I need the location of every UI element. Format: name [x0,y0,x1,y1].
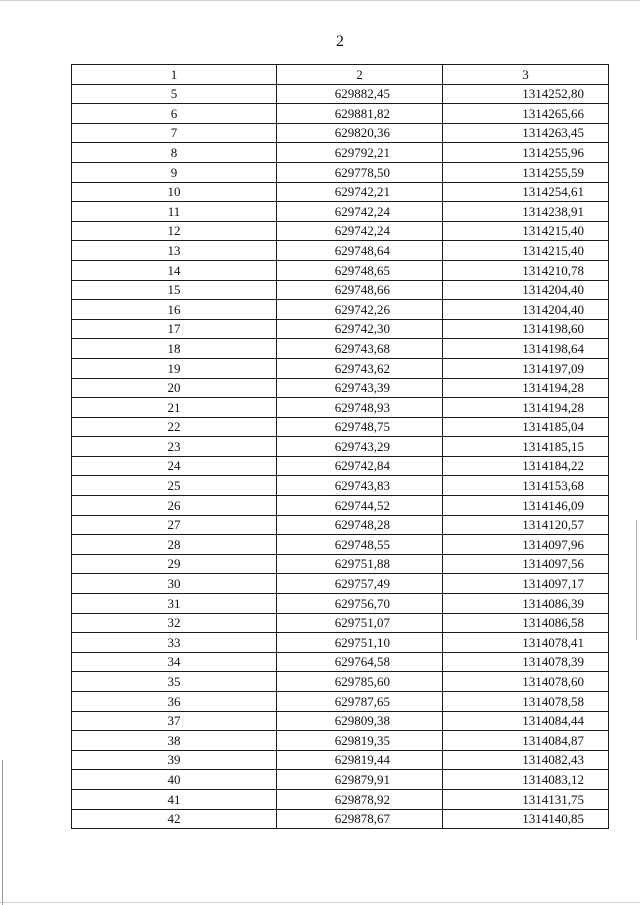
y-coordinate-cell: 1314086,58 [443,613,609,633]
x-coordinate-cell: 629742,24 [277,221,443,241]
point-number-cell: 22 [72,417,277,437]
table-row [72,123,609,143]
x-coordinate-cell: 629742,24 [277,202,443,222]
point-number-cell: 14 [72,260,277,280]
x-coordinate-cell: 629742,84 [277,456,443,476]
table-row [72,652,609,672]
y-coordinate-cell: 1314097,17 [443,574,609,594]
point-number-cell: 11 [72,202,277,222]
column-header-2: 2 [277,65,443,85]
x-coordinate-cell: 629778,50 [277,162,443,182]
y-coordinate-cell: 1314146,09 [443,496,609,516]
table-row [72,633,609,653]
x-coordinate-cell: 629757,49 [277,574,443,594]
point-number-cell: 29 [72,554,277,574]
x-coordinate-cell: 629748,93 [277,398,443,418]
table-row [72,280,609,300]
table-row [72,554,609,574]
table-row [72,398,609,418]
point-number-cell: 26 [72,496,277,516]
table-row [72,319,609,339]
point-number-cell: 40 [72,770,277,790]
y-coordinate-cell: 1314198,60 [443,319,609,339]
page-number: 2 [336,33,344,50]
point-number-cell: 17 [72,319,277,339]
scan-right-edge [636,520,637,640]
y-coordinate-cell: 1314084,87 [443,731,609,751]
y-coordinate-cell: 1314184,22 [443,456,609,476]
table-row [72,496,609,516]
point-number-cell: 18 [72,339,277,359]
point-number-cell: 38 [72,731,277,751]
y-coordinate-cell: 1314265,66 [443,104,609,124]
table-row [72,692,609,712]
point-number-cell: 6 [72,104,277,124]
x-coordinate-cell: 629743,29 [277,437,443,457]
point-number-cell: 24 [72,456,277,476]
table-row [72,750,609,770]
y-coordinate-cell: 1314078,58 [443,692,609,712]
y-coordinate-cell: 1314185,04 [443,417,609,437]
x-coordinate-cell: 629748,64 [277,241,443,261]
y-coordinate-cell: 1314082,43 [443,750,609,770]
table-row [72,672,609,692]
x-coordinate-cell: 629743,68 [277,339,443,359]
x-coordinate-cell: 629743,83 [277,476,443,496]
x-coordinate-cell: 629756,70 [277,594,443,614]
x-coordinate-cell: 629743,62 [277,358,443,378]
x-coordinate-cell: 629742,21 [277,182,443,202]
point-number-cell: 15 [72,280,277,300]
table-row [72,613,609,633]
x-coordinate-cell: 629882,45 [277,84,443,104]
point-number-cell: 27 [72,515,277,535]
table-row [72,221,609,241]
x-coordinate-cell: 629819,44 [277,750,443,770]
y-coordinate-cell: 1314255,59 [443,162,609,182]
y-coordinate-cell: 1314140,85 [443,809,609,829]
point-number-cell: 23 [72,437,277,457]
x-coordinate-cell: 629764,58 [277,652,443,672]
point-number-cell: 36 [72,692,277,712]
y-coordinate-cell: 1314238,91 [443,202,609,222]
x-coordinate-cell: 629744,52 [277,496,443,516]
point-number-cell: 35 [72,672,277,692]
table-row [72,731,609,751]
y-coordinate-cell: 1314255,96 [443,143,609,163]
y-coordinate-cell: 1314097,56 [443,554,609,574]
y-coordinate-cell: 1314185,15 [443,437,609,457]
table-row [72,202,609,222]
table-row [72,104,609,124]
table-header-row [72,65,609,85]
x-coordinate-cell: 629809,38 [277,711,443,731]
scan-top-edge [0,0,640,1]
table-row [72,437,609,457]
table-row [72,417,609,437]
x-coordinate-cell: 629748,66 [277,280,443,300]
table-row [72,515,609,535]
table-row [72,84,609,104]
point-number-cell: 41 [72,789,277,809]
point-number-cell: 7 [72,123,277,143]
y-coordinate-cell: 1314131,75 [443,789,609,809]
y-coordinate-cell: 1314204,40 [443,280,609,300]
y-coordinate-cell: 1314204,40 [443,300,609,320]
table-row [72,241,609,261]
scan-bottom-edge [0,902,640,903]
table-row [72,260,609,280]
point-number-cell: 25 [72,476,277,496]
table-row [72,574,609,594]
x-coordinate-cell: 629743,39 [277,378,443,398]
table-row [72,358,609,378]
y-coordinate-cell: 1314078,39 [443,652,609,672]
x-coordinate-cell: 629748,28 [277,515,443,535]
point-number-cell: 20 [72,378,277,398]
y-coordinate-cell: 1314153,68 [443,476,609,496]
y-coordinate-cell: 1314210,78 [443,260,609,280]
y-coordinate-cell: 1314194,28 [443,398,609,418]
table-row [72,770,609,790]
point-number-cell: 31 [72,594,277,614]
column-header-1: 1 [72,65,277,85]
point-number-cell: 28 [72,535,277,555]
x-coordinate-cell: 629785,60 [277,672,443,692]
table-row [72,162,609,182]
table-row [72,300,609,320]
y-coordinate-cell: 1314254,61 [443,182,609,202]
y-coordinate-cell: 1314086,39 [443,594,609,614]
y-coordinate-cell: 1314215,40 [443,241,609,261]
table-row [72,789,609,809]
point-number-cell: 19 [72,358,277,378]
column-header-3: 3 [443,65,609,85]
y-coordinate-cell: 1314194,28 [443,378,609,398]
point-number-cell: 32 [72,613,277,633]
x-coordinate-cell: 629748,65 [277,260,443,280]
y-coordinate-cell: 1314078,41 [443,633,609,653]
x-coordinate-cell: 629879,91 [277,770,443,790]
y-coordinate-cell: 1314097,96 [443,535,609,555]
y-coordinate-cell: 1314078,60 [443,672,609,692]
point-number-cell: 34 [72,652,277,672]
table-row [72,809,609,829]
x-coordinate-cell: 629751,07 [277,613,443,633]
x-coordinate-cell: 629820,36 [277,123,443,143]
x-coordinate-cell: 629748,75 [277,417,443,437]
table-row [72,456,609,476]
point-number-cell: 9 [72,162,277,182]
point-number-cell: 10 [72,182,277,202]
table-row [72,339,609,359]
y-coordinate-cell: 1314252,80 [443,84,609,104]
coordinates-table [71,64,609,829]
point-number-cell: 33 [72,633,277,653]
table-row [72,535,609,555]
table-row [72,182,609,202]
point-number-cell: 37 [72,711,277,731]
y-coordinate-cell: 1314198,64 [443,339,609,359]
x-coordinate-cell: 629751,88 [277,554,443,574]
table-row [72,143,609,163]
y-coordinate-cell: 1314083,12 [443,770,609,790]
y-coordinate-cell: 1314197,09 [443,358,609,378]
table-body [72,84,609,829]
point-number-cell: 42 [72,809,277,829]
point-number-cell: 13 [72,241,277,261]
y-coordinate-cell: 1314215,40 [443,221,609,241]
x-coordinate-cell: 629748,55 [277,535,443,555]
point-number-cell: 21 [72,398,277,418]
point-number-cell: 5 [72,84,277,104]
x-coordinate-cell: 629742,30 [277,319,443,339]
x-coordinate-cell: 629787,65 [277,692,443,712]
point-number-cell: 16 [72,300,277,320]
y-coordinate-cell: 1314120,57 [443,515,609,535]
y-coordinate-cell: 1314084,44 [443,711,609,731]
point-number-cell: 12 [72,221,277,241]
x-coordinate-cell: 629881,82 [277,104,443,124]
x-coordinate-cell: 629878,92 [277,789,443,809]
x-coordinate-cell: 629792,21 [277,143,443,163]
x-coordinate-cell: 629878,67 [277,809,443,829]
table-row [72,594,609,614]
x-coordinate-cell: 629751,10 [277,633,443,653]
x-coordinate-cell: 629742,26 [277,300,443,320]
table-row [72,378,609,398]
scan-left-edge [2,760,3,905]
x-coordinate-cell: 629819,35 [277,731,443,751]
point-number-cell: 30 [72,574,277,594]
table-row [72,476,609,496]
point-number-cell: 39 [72,750,277,770]
table-row [72,711,609,731]
y-coordinate-cell: 1314263,45 [443,123,609,143]
point-number-cell: 8 [72,143,277,163]
